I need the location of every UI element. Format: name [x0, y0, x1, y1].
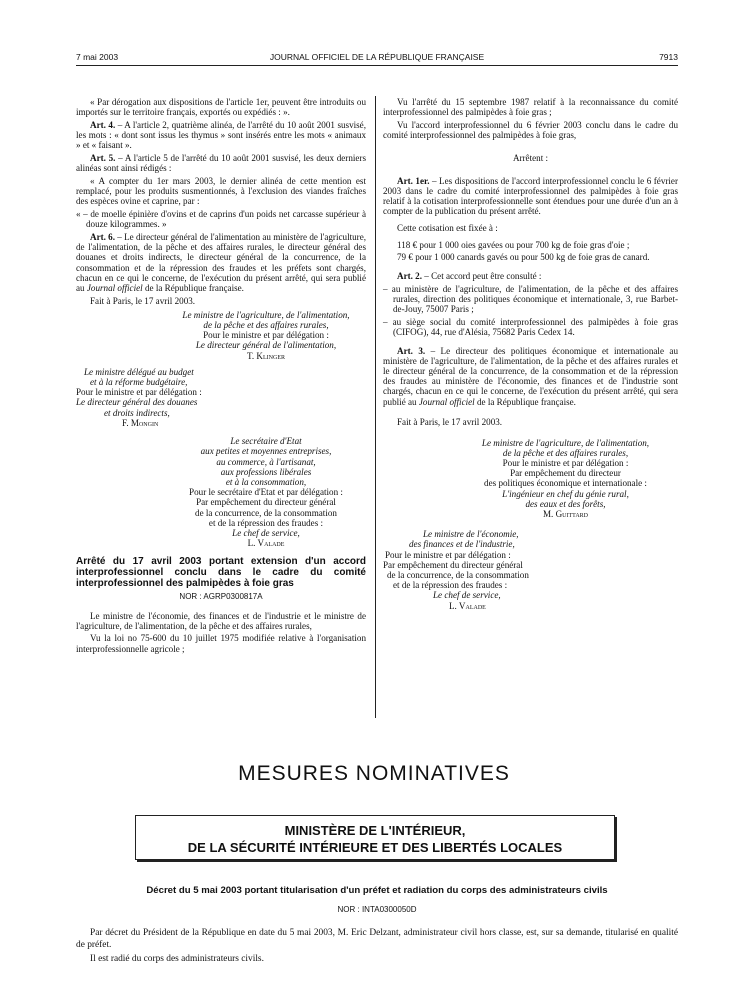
sig-line: Le directeur général de l'alimentation,	[195, 340, 337, 351]
article-2	[383, 271, 678, 281]
section-title: MESURES NOMINATIVES	[238, 762, 510, 785]
article-label: Art. 3.	[397, 345, 426, 356]
paragraph: Vu l'accord interprofessionnel du 6 février 2003 conclu dans le cadre du comité interprofessionnel des palmipèdes à foie gras,	[383, 119, 678, 141]
sig-line: et de la répression des fraudes :	[208, 517, 324, 528]
article-text: – Le directeur des politiques économique et internationale au ministère de l'agriculture, de l'alimentation, de la pêche et des affaires rurales et le directeur général de la concurrence, de la consommation et de la répression des fraudes au ministère de l'économie, des finances et de l'industrie sont chargés, chacun en ce qui le concerne, de l'exécution du présent arrêté, qui sera publié au	[383, 345, 679, 407]
article-3	[383, 346, 678, 407]
sig-line: aux petites et moyennes entreprises,	[200, 446, 332, 457]
sig-line: et de la répression des fraudes :	[393, 580, 508, 591]
sig-line: Pour le ministre et par délégation :	[76, 387, 202, 398]
sig-line: et droits indirects,	[104, 407, 170, 418]
article-label: Art. 4.	[90, 119, 116, 130]
header-rule	[76, 65, 678, 66]
list-item: – au siège social du comité interprofessionnel des palmipèdes à foie gras (CIFOG), 44, rue d'Alésia, 75682 Paris Cedex 14.	[383, 316, 678, 337]
fait-a-paris: Fait à Paris, le 17 avril 2003.	[397, 417, 503, 428]
sig-name: M. Guittard	[542, 509, 589, 519]
sig-line: au commerce, à l'artisanat,	[216, 456, 316, 467]
sig-line: Le ministre de l'agriculture, de l'alimentation,	[481, 437, 650, 448]
signature-agriculture	[166, 310, 366, 361]
article-text: – Les dispositions de l'accord interprofessionnel conclu le 6 février 2003 dans le cadre du comité interprofessionnel des palmipèdes à foie gras relatif à la cotisation interprofessionnelle sont étendues pour une durée d'un an à compter de la publication du présent arrêté.	[383, 175, 678, 217]
sig-line: Par empêchement du directeur	[510, 468, 621, 479]
article-1	[383, 176, 678, 217]
sig-line: de la concurrence, de la consommation	[387, 570, 529, 581]
sig-line: Le directeur général des douanes	[76, 397, 198, 408]
article-text-end: de la République française.	[474, 396, 576, 407]
decret-body	[76, 928, 678, 968]
article-5	[76, 153, 366, 173]
journal-title: JOURNAL OFFICIEL DE LA RÉPUBLIQUE FRANÇAISE	[269, 52, 485, 62]
paragraph: Vu la loi no 75-600 du 10 juillet 1975 modifiée relative à l'organisation interprofessionnelle agricole ;	[76, 633, 366, 654]
ministry-line: DE LA SÉCURITÉ INTÉRIEURE ET DES LIBERTÉS LOCALES	[187, 840, 563, 855]
sig-line: de la pêche et des affaires rurales,	[203, 320, 329, 331]
sig-name: L. Valade	[247, 538, 285, 549]
sig-line: de la concurrence, de la consommation	[195, 507, 337, 518]
sig-line: Pour le ministre et par délégation :	[203, 330, 329, 341]
paragraph: Le ministre de l'économie, des finances et de l'industrie et le ministre de l'agriculture, de l'alimentation, de la pêche et des affaires rurales,	[76, 610, 366, 631]
page-header	[76, 52, 678, 64]
signature-commerce	[166, 436, 366, 548]
ministry-box	[135, 815, 615, 860]
article-6	[76, 232, 366, 293]
cotisation-canard: 79 € pour 1 000 canards gavés ou pour 500 kg de foie gras de canard.	[397, 252, 650, 263]
ministry-line: MINISTÈRE DE L'INTÉRIEUR,	[284, 823, 466, 838]
sig-line: Pour le secrétaire d'Etat et par délégation :	[189, 487, 343, 498]
sig-line: Pour le ministre et par délégation :	[502, 457, 629, 468]
article-text: – A l'article 5 de l'arrêté du 10 août 2001 susvisé, les deux derniers alinéas sont ainsi rédigés :	[76, 153, 366, 174]
fait-a-paris: Fait à Paris, le 17 avril 2003.	[90, 295, 196, 306]
decret-title: Décret du 5 mai 2003 portant titularisation d'un préfet et radiation du corps des administrateurs civils	[146, 885, 608, 896]
sig-line: Le ministre délégué au budget	[84, 366, 194, 377]
journal-ref: Journal officiel	[86, 282, 143, 293]
article-4	[76, 120, 366, 151]
sig-name: F. Mongin	[122, 417, 159, 428]
paragraph: Par décret du Président de la République en date du 5 mai 2003, M. Eric Delzant, administrateur civil hors classe, est, sur sa demande, titularisé en qualité de préfet.	[76, 928, 678, 950]
article-label: Art. 5.	[90, 153, 116, 164]
paragraph: « Par dérogation aux dispositions de l'article 1er, peuvent être introduits ou importés sur le territoire français, exportés ou expédiés : ».	[76, 97, 366, 118]
sig-name: L. Valade	[449, 600, 486, 611]
sig-line: et à la réforme budgétaire,	[90, 377, 188, 388]
sig-line: de la pêche et des affaires rurales,	[502, 447, 629, 458]
arretent: Arrêtent :	[512, 152, 549, 163]
signature-economie	[383, 529, 573, 611]
cotisation-oie: 118 € pour 1 000 oies gavées ou pour 700 kg de foie gras d'oie ;	[397, 239, 630, 250]
article-text: – A l'article 2, quatrième alinéa, de l'arrêté du 10 août 2001 susvisé, les mots : « dont sont issus les thymus » sont insérés entre les mots « animaux » et « faisant ».	[76, 119, 366, 151]
sig-line: et à la consommation,	[225, 476, 307, 487]
page-number: 7913	[659, 52, 678, 62]
quote-item: « – de moelle épinière d'ovins et de caprins d'un poids net carcasse supérieur à douze kilogrammes. »	[76, 209, 366, 230]
article-text: – Cet accord peut être consulté :	[422, 270, 542, 281]
sig-line: des eaux et des forêts,	[525, 498, 606, 509]
paragraph: Il est radié du corps des administrateurs civils.	[90, 953, 264, 964]
sig-line: aux professions libérales	[220, 466, 312, 477]
paragraph: Vu l'arrêté du 15 septembre 1987 relatif à la reconnaissance du comité interprofessionnel des palmipèdes à foie gras ;	[383, 97, 678, 118]
list-item: – au ministère de l'agriculture, de l'alimentation, de la pêche et des affaires rurales, direction des politiques économique et internationale, 3, rue Barbet-de-Jouy, 75007 Paris ;	[383, 283, 678, 315]
article-label: Art. 2.	[397, 270, 422, 281]
article-label: Art. 6.	[90, 231, 116, 242]
journal-ref: Journal officiel	[418, 396, 475, 407]
signature-agriculture	[453, 438, 678, 520]
quote: « A compter du 1er mars 2003, le dernier alinéa de cette mention est remplacé, pour les produits susmentionnés, à l'exclusion des viandes fraîches des espèces ovine et caprine, par :	[76, 175, 366, 207]
decret-nor: NOR : INTA0300050D	[337, 905, 417, 914]
column-divider	[375, 96, 376, 718]
arrete-title: Arrêté du 17 avril 2003 portant extension d'un accord interprofessionnel conclu dans le cadre du comité interprofessionnel des palmipèdes à foie gras	[76, 556, 366, 590]
sig-line: Le chef de service,	[232, 527, 300, 538]
sig-line: Par empêchement du directeur général	[196, 497, 336, 508]
nor-code: NOR : AGRP0300817A	[179, 592, 263, 602]
sig-line: Par empêchement du directeur général	[383, 559, 523, 570]
sig-line: Le secrétaire d'Etat	[230, 436, 302, 447]
sig-line: des politiques économique et internationale :	[484, 478, 647, 489]
sig-line: Le ministre de l'économie,	[423, 529, 519, 540]
sig-line: Pour le ministre et par délégation :	[385, 549, 511, 560]
header-date: 7 mai 2003	[76, 52, 119, 62]
sig-name: T. Klinger	[247, 350, 285, 361]
sig-line: Le chef de service,	[433, 590, 501, 601]
paragraph: Cette cotisation est fixée à :	[397, 222, 498, 233]
sig-line: L'ingénieur en chef du génie rural,	[502, 488, 629, 499]
left-column	[76, 97, 366, 656]
sig-line: Le ministre de l'agriculture, de l'alimentation,	[182, 309, 350, 320]
article-text: – Le directeur général de l'alimentation au ministère de l'agriculture, de l'alimentation, de la pêche et des affaires rurales, le directeur général des douanes et droits indirects, le directeur général de la concurrence, de la consommation et de la répression des fraudes et les préfets sont chargés, chacun en ce qui le concerne, de l'exécution du présent arrêté, qui sera publié au	[76, 231, 367, 293]
article-text-end: de la République française.	[142, 282, 244, 293]
right-column	[383, 97, 678, 617]
sig-line: des finances et de l'industrie,	[409, 539, 515, 550]
article-label: Art. 1er.	[397, 175, 430, 186]
signature-budget	[76, 367, 206, 428]
